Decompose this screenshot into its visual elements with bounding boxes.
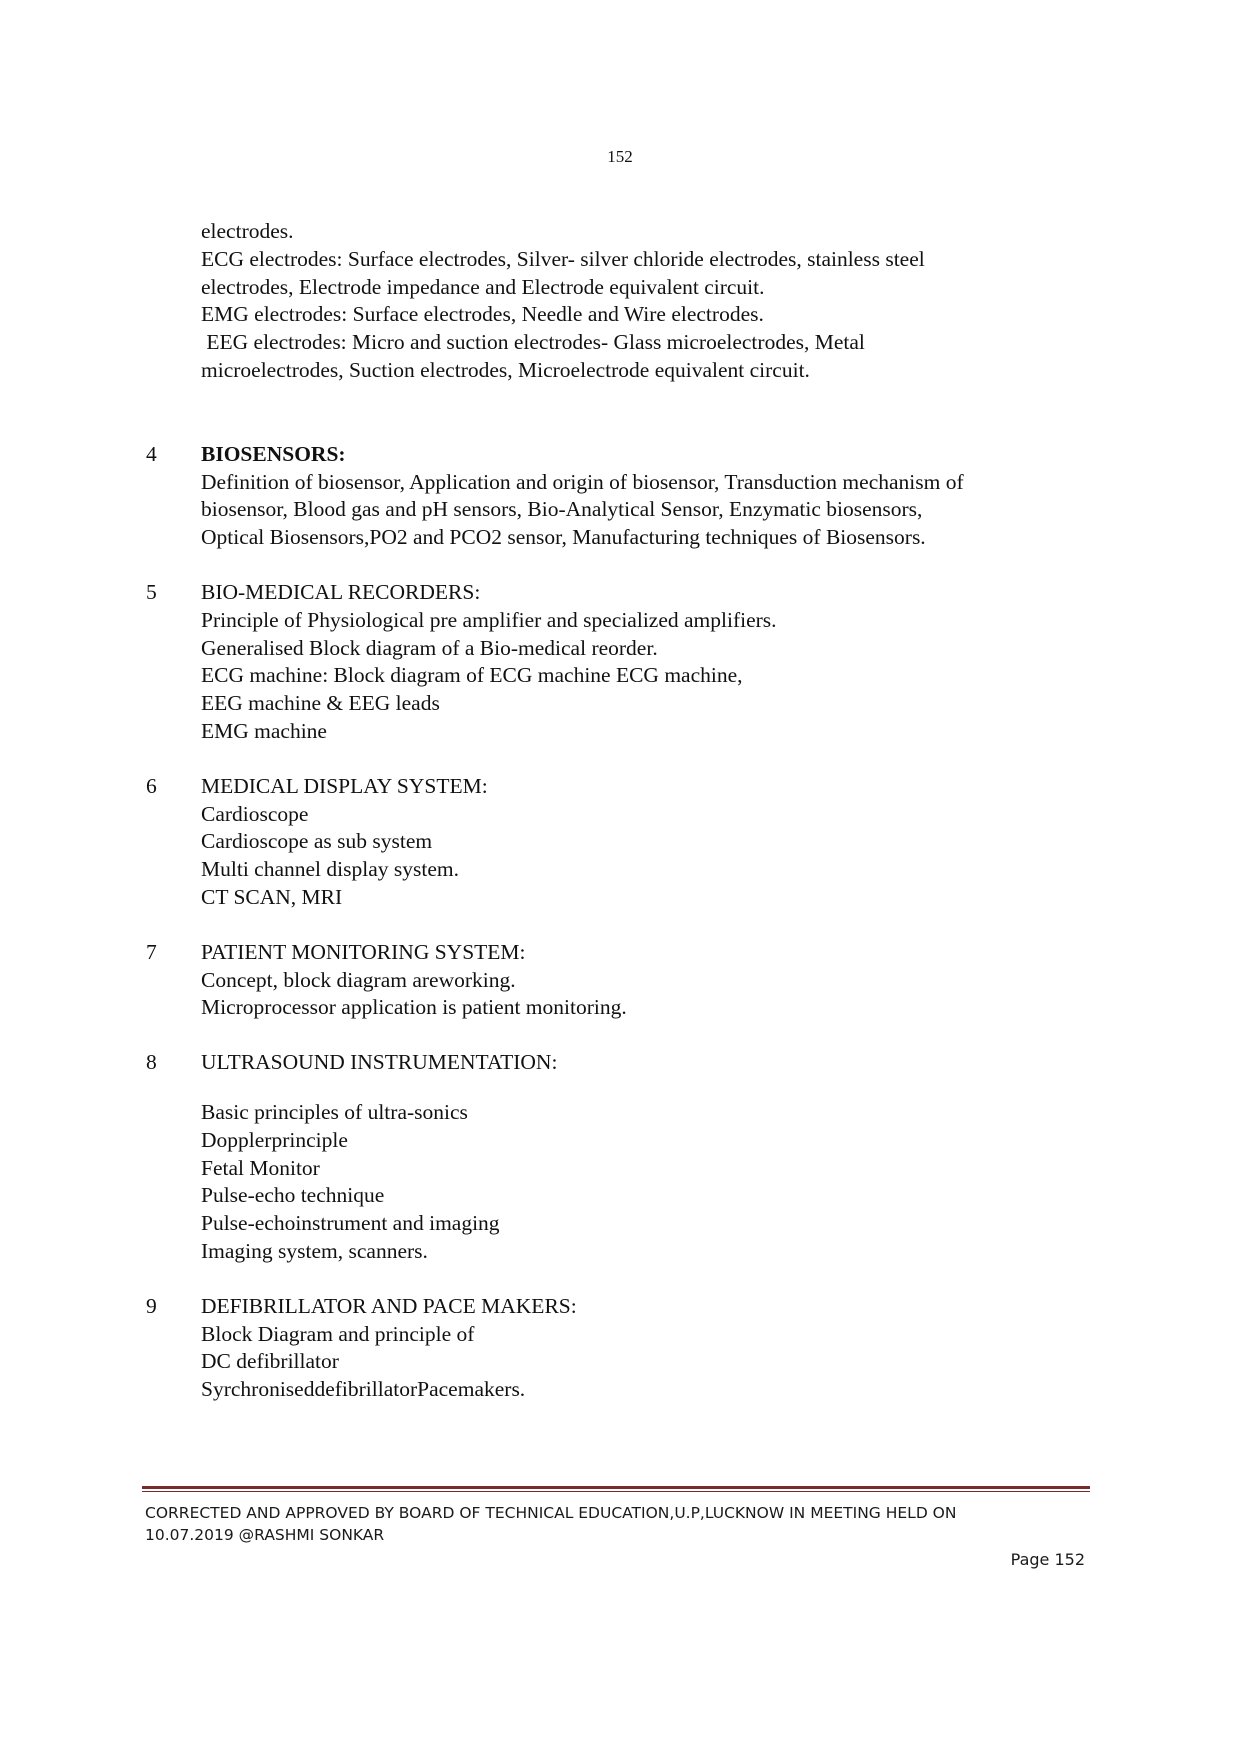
section-title: PATIENT MONITORING SYSTEM: [201,939,526,964]
section-ultrasound-instrumentation [146,1049,1240,1266]
section-medical-display-system [146,773,1240,912]
section-line: Pulse-echo technique [201,1183,385,1208]
section-line: Basic principles of ultra-sonics [201,1099,468,1124]
section-patient-monitoring-system [146,939,1240,1022]
intro-line: EMG electrodes: Surface electrodes, Needle and Wire electrodes. [201,302,764,327]
section-bio-medical-recorders [146,579,1240,746]
section-line: Cardioscope as sub system [201,829,433,854]
section-line: Multi channel display system. [201,857,459,882]
section-line: Cardioscope [201,801,309,826]
intro-block [201,218,1240,385]
footer-page-number: Page 152 [1010,1550,1085,1569]
section-defibrillator-pace-makers [146,1293,1240,1404]
section-number: 6 [146,773,157,798]
section-line: biosensor, Blood gas and pH sensors, Bio-Analytical Sensor, Enzymatic biosensors, [201,497,923,522]
section-line: Principle of Physiological pre amplifier and specialized amplifiers. [201,607,777,632]
section-line: CT SCAN, MRI [201,884,343,909]
intro-line: microelectrodes, Suction electrodes, Microelectrode equivalent circuit. [201,357,810,382]
section-number: 4 [146,441,157,466]
section-line: Optical Biosensors,PO2 and PCO2 sensor, Manufacturing techniques of Biosensors. [201,525,926,550]
intro-line: electrodes. [201,219,294,243]
footer-line: CORRECTED AND APPROVED BY BOARD OF TECHNICAL EDUCATION,U.P,LUCKNOW IN MEETING HELD ON [145,1504,957,1522]
section-line: Block Diagram and principle of [201,1321,475,1346]
section-line: DC defibrillator [201,1349,339,1374]
section-number: 9 [146,1293,157,1318]
section-title: ULTRASOUND INSTRUMENTATION: [201,1050,558,1075]
section-number: 5 [146,579,157,604]
section-number: 7 [146,939,157,964]
section-line: ECG machine: Block diagram of ECG machine ECG machine, [201,663,743,688]
section-line: Generalised Block diagram of a Bio-medical reorder. [201,635,658,660]
section-line: Fetal Monitor [201,1155,320,1180]
section-line: Definition of biosensor, Application and origin of biosensor, Transduction mechanism of [201,469,964,494]
section-line: Imaging system, scanners. [201,1238,428,1263]
section-title: MEDICAL DISPLAY SYSTEM: [201,773,488,798]
section-biosensors [146,441,1240,552]
section-title: BIO-MEDICAL RECORDERS: [201,579,481,604]
section-line: SyrchroniseddefibrillatorPacemakers. [201,1377,526,1402]
section-line: Microprocessor application is patient monitoring. [201,995,627,1020]
intro-line: ECG electrodes: Surface electrodes, Silver- silver chloride electrodes, stainless steel [201,246,925,271]
page-number-top: 152 [607,147,633,166]
footer-divider [142,1486,1090,1489]
section-line: EMG machine [201,718,327,743]
footer-note [145,1502,1085,1546]
footer-divider-thin [142,1491,1090,1492]
section-number: 8 [146,1050,157,1075]
section-line: Pulse-echoinstrument and imaging [201,1211,500,1236]
footer-line: 10.07.2019 @RASHMI SONKAR [145,1526,385,1544]
intro-line: electrodes, Electrode impedance and Electrode equivalent circuit. [201,274,765,299]
section-title: DEFIBRILLATOR AND PACE MAKERS: [201,1293,577,1318]
document-body [0,218,1240,1404]
section-line: EEG machine & EEG leads [201,691,440,716]
section-line: Dopplerprinciple [201,1127,348,1152]
section-line: Concept, block diagram areworking. [201,967,516,992]
intro-line: EEG electrodes: Micro and suction electrodes- Glass microelectrodes, Metal [201,330,865,355]
section-title: BIOSENSORS: [201,441,346,466]
